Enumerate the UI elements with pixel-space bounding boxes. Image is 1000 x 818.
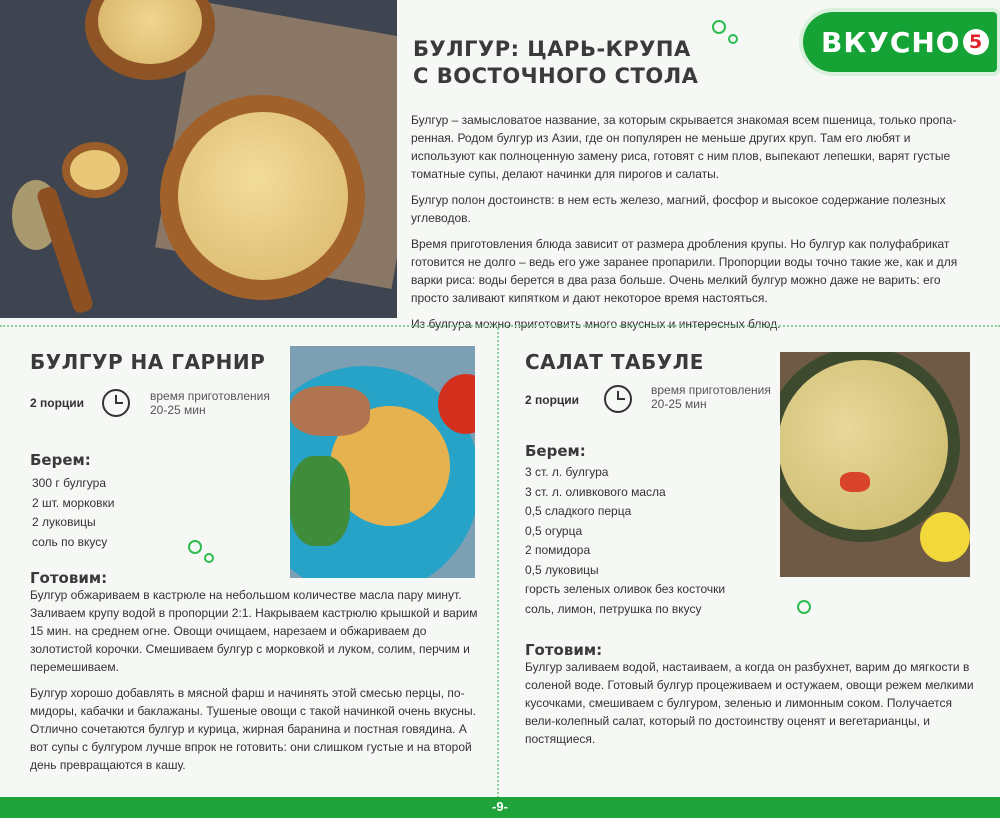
decor-bubble-icon xyxy=(797,600,811,614)
clock-icon xyxy=(604,385,632,413)
logo-text: ВКУСНО xyxy=(821,25,961,59)
vertical-divider xyxy=(497,328,499,798)
ingredient-item: 3 ст. л. булгура xyxy=(525,465,609,479)
intro-paragraph: Из булгура можно приготовить много вкусных и интересных блюд. xyxy=(411,317,781,331)
spoon-grain xyxy=(70,150,120,190)
bulgur-bowls-photo xyxy=(0,0,397,318)
ingredients-heading: Берем: xyxy=(525,442,586,460)
time-label: время приготовления xyxy=(150,389,270,403)
time-value: 20-25 мин xyxy=(651,397,707,411)
decor-bubble-icon xyxy=(188,540,202,554)
step-paragraph: Булгур заливаем водой, настаиваем, а когда он разбухнет, варим до мягкости в соленой воде. Готовый булгур процеживаем и остужаем, овощи режем мелкими кусочками, смешиваем с булгуром, зеленью и лимонным соком. Получается вели-колепный салат, который по достоинству оценят и вегетарианцы, и постящиеся. xyxy=(525,660,974,746)
article-title xyxy=(413,36,783,90)
intro-paragraph: Булгур – замысловатое название, за которым скрывается знакомая всем пшеница, только пропа-ренная. Родом булгур из Азии, где он популярен не меньше других круп. Там его любят и используют как полноценную замену риса, готовят с ним плов, выпекают лепешки, варят густые томатные супы, делают начинки для пирогов и салаты. xyxy=(411,113,957,181)
article-title-line-1: БУЛГУР: ЦАРЬ-КРУПА xyxy=(413,37,691,61)
ingredient-item: 0,5 луковицы xyxy=(525,562,599,577)
greens xyxy=(290,456,350,546)
intro-paragraph: Булгур полон достоинств: в нем есть железо, магний, фосфор и высокое содержание полезных углеводов. xyxy=(411,193,946,225)
recipe-title: САЛАТ ТАБУЛЕ xyxy=(525,350,704,374)
page-number: -9- xyxy=(492,799,508,814)
time-value: 20-25 мин xyxy=(150,403,206,417)
ingredient-item: соль по вкусу xyxy=(32,534,108,549)
ingredients-list xyxy=(525,463,725,619)
clock-icon xyxy=(102,389,130,417)
article-intro xyxy=(411,111,966,341)
ingredients-heading: Берем: xyxy=(30,451,91,469)
portions-label: 2 порции xyxy=(525,393,580,407)
brand-logo xyxy=(803,12,997,72)
ingredient-item: 0,5 сладкого перца xyxy=(525,504,632,518)
bulgur-garnish-photo xyxy=(290,346,475,578)
intro-paragraph: Время приготовления блюда зависит от размера дробления крупы. Но булгур как полуфабрикат готовится не долго – ведь его уже заранее пропарили. Пропорции воды точно такие же, как и для варки риса: воды берется в два раза больше. Очень мелкий булгур можно даже не варить: его просто заливают кипятком и дают некоторое время настояться. xyxy=(411,237,958,305)
spoon-handle xyxy=(35,185,94,315)
tabbouleh-photo xyxy=(780,352,970,577)
time-label: время приготовления xyxy=(651,383,771,397)
portions-label: 2 порции xyxy=(30,396,85,410)
decor-bubble-icon xyxy=(712,20,726,34)
horizontal-divider xyxy=(0,325,1000,327)
cooking-steps xyxy=(30,586,482,782)
logo-five-badge: 5 xyxy=(963,29,989,55)
ingredient-item: 3 ст. л. оливкового масла xyxy=(525,484,666,499)
large-bowl-grain xyxy=(178,112,348,280)
cooking-heading: Готовим: xyxy=(525,641,603,659)
decor-bubble-icon xyxy=(204,553,214,563)
tabbouleh-salad xyxy=(780,360,948,530)
recipe-title: БУЛГУР НА ГАРНИР xyxy=(30,350,266,374)
cooking-heading: Готовим: xyxy=(30,569,108,587)
ingredient-item: горсть зеленых оливок без косточки xyxy=(525,582,726,596)
red-pepper xyxy=(840,472,870,492)
ingredient-item: 2 помидора xyxy=(525,543,591,557)
lemon-half xyxy=(920,512,970,562)
ingredient-item: 2 шт. морковки xyxy=(32,495,115,510)
step-paragraph: Булгур хорошо добавлять в мясной фарш и начинять этой смесью перцы, по-мидоры, кабачки и баклажаны. Тушеные овощи с такой начинкой очень вкусны. Отлично сочетаются булгур и курица, жирная баранина и постная говядина. А вот супы с булгуром лучше впрок не готовить: они слишком густые и на второй день превращаются в кашу. xyxy=(30,686,476,772)
article-title-line-2: С ВОСТОЧНОГО СТОЛА xyxy=(413,64,699,88)
meat-slices xyxy=(290,386,370,436)
cooking-steps xyxy=(525,658,975,756)
ingredient-item: 300 г булгура xyxy=(32,476,107,490)
ingredient-item: 0,5 огурца xyxy=(525,523,583,538)
ingredient-item: 2 луковицы xyxy=(32,515,96,529)
ingredients-list xyxy=(32,474,114,552)
ingredient-item: соль, лимон, петрушка по вкусу xyxy=(525,601,702,616)
step-paragraph: Булгур обжариваем в кастрюле на небольшом количестве масла пару минут. Заливаем крупу водой в пропорции 2:1. Накрываем кастрюлю крышкой и варим 15 мин. на среднем огне. Овощи очищаем, нарезаем и обжариваем до золотистой корочки. Смешиваем булгур с морковкой и луком, солим, перчим и перемешиваем. xyxy=(30,588,478,674)
